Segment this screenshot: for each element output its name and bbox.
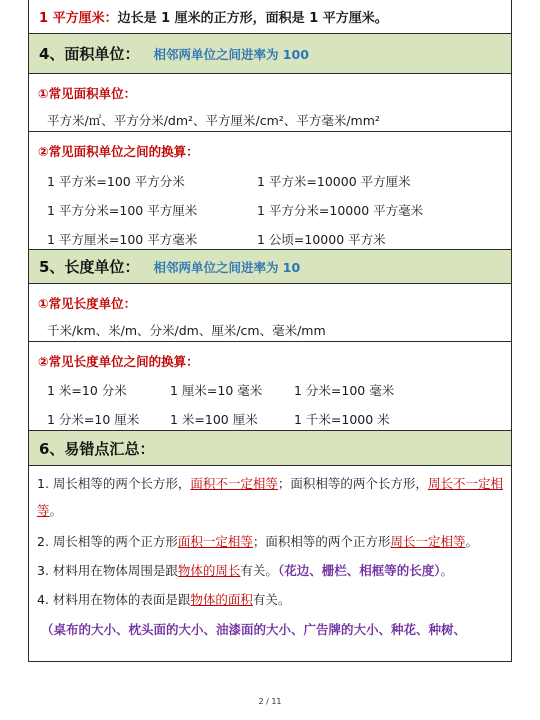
area-conversion-cell: 1 平方米=10000 平方厘米 bbox=[257, 173, 411, 189]
error-item-text: 2. 周长相等的两个正方形 bbox=[37, 534, 178, 549]
section-4-header bbox=[28, 34, 512, 74]
definition-term: 1 平方厘米： bbox=[39, 11, 118, 26]
length-conversion-cell: 1 分米=100 毫米 bbox=[294, 382, 395, 398]
section-5-header bbox=[28, 250, 512, 284]
area-conversion-row bbox=[29, 195, 511, 224]
area-conversion-cell: 1 平方米=100 平方分米 bbox=[47, 173, 185, 189]
length-conversion-cell: 1 米=100 厘米 bbox=[170, 411, 258, 427]
section-4-title: 4、面积单位： bbox=[39, 45, 140, 63]
area-common-units-block bbox=[28, 74, 512, 132]
area-conversion-block bbox=[28, 132, 512, 250]
error-item-highlight: 周长一定相等 bbox=[390, 534, 466, 549]
area-common-heading: ①常见面积单位： bbox=[38, 86, 137, 101]
error-item-highlight: 面积不一定相等 bbox=[190, 476, 278, 491]
length-conversion-cell: 1 千米=1000 米 bbox=[294, 411, 390, 427]
length-common-units-block bbox=[28, 284, 512, 342]
section-6-title: 6、易错点汇总： bbox=[39, 439, 155, 458]
area-conversion-heading: ②常见面积单位之间的换算： bbox=[38, 144, 199, 159]
error-item-1 bbox=[29, 470, 511, 524]
length-common-units: 千米/km、米/m、分米/dm、厘米/cm、毫米/mm bbox=[47, 323, 326, 338]
error-item-2 bbox=[29, 528, 511, 555]
document-page bbox=[28, 0, 512, 662]
length-conversion-cell: 1 米=10 分米 bbox=[47, 382, 127, 398]
area-conversion-row bbox=[29, 224, 511, 253]
area-conversion-cell: 1 公顷=10000 平方米 bbox=[257, 231, 386, 247]
error-item-text: 有关。 bbox=[240, 563, 278, 578]
area-conversion-row bbox=[29, 166, 511, 195]
length-conversion-row bbox=[29, 404, 511, 433]
error-item-text: ；面积相等的两个正方形 bbox=[252, 534, 391, 549]
area-conversion-cell: 1 平方厘米=100 平方毫米 bbox=[47, 231, 198, 247]
page-number: 2 / 11 bbox=[258, 697, 282, 706]
section-6-header bbox=[28, 431, 512, 466]
error-item-highlight: 周长不一定相等 bbox=[37, 476, 503, 518]
error-item-text: ；面积相等的两个长方形， bbox=[277, 476, 428, 491]
error-item-text: 。 bbox=[440, 563, 453, 578]
error-item-text: 。 bbox=[49, 503, 63, 518]
section-5-title: 5、长度单位： bbox=[39, 258, 140, 276]
length-conversion-heading: ②常见长度单位之间的换算： bbox=[38, 354, 199, 369]
length-conversion-block bbox=[28, 342, 512, 431]
error-item-text: 1. 周长相等的两个长方形， bbox=[37, 476, 191, 491]
error-item-text: 。 bbox=[465, 534, 478, 549]
error-item-examples: （花边、栅栏、相框等的长度） bbox=[277, 563, 441, 578]
length-conversion-row bbox=[29, 375, 511, 404]
length-conversion-cell: 1 分米=10 厘米 bbox=[47, 411, 140, 427]
error-item-5: （桌布的大小、枕头面的大小、油漆面的大小、广告牌的大小、种花、种树、 bbox=[41, 622, 467, 637]
area-conversion-cell: 1 平方分米=10000 平方毫米 bbox=[257, 202, 424, 218]
error-item-highlight: 物体的周长 bbox=[177, 563, 241, 578]
error-points-block bbox=[28, 466, 512, 662]
definition-line bbox=[29, 0, 511, 33]
definition-row bbox=[28, 0, 512, 34]
area-conversion-cell: 1 平方分米=100 平方厘米 bbox=[47, 202, 198, 218]
error-item-text: 3. 材料用在物体周围是跟 bbox=[37, 563, 178, 578]
error-item-4 bbox=[29, 586, 511, 613]
section-4-note: 相邻两单位之间进率为 100 bbox=[153, 46, 309, 62]
error-item-text: 4. 材料用在物体的表面是跟 bbox=[37, 592, 191, 607]
error-item-text: 有关。 bbox=[252, 592, 291, 607]
area-common-units: 平方米/㎡、平方分米/dm²、平方厘米/cm²、平方毫米/mm² bbox=[47, 113, 380, 128]
error-item-highlight: 物体的面积 bbox=[190, 592, 253, 607]
error-item-3 bbox=[29, 557, 511, 584]
length-conversion-cell: 1 厘米=10 毫米 bbox=[170, 382, 263, 398]
error-item-highlight: 面积一定相等 bbox=[177, 534, 253, 549]
section-5-note: 相邻两单位之间进率为 10 bbox=[153, 259, 301, 275]
length-common-heading: ①常见长度单位： bbox=[38, 296, 137, 311]
definition-text: 边长是 1 厘米的正方形，面积是 1 平方厘米。 bbox=[117, 11, 388, 26]
